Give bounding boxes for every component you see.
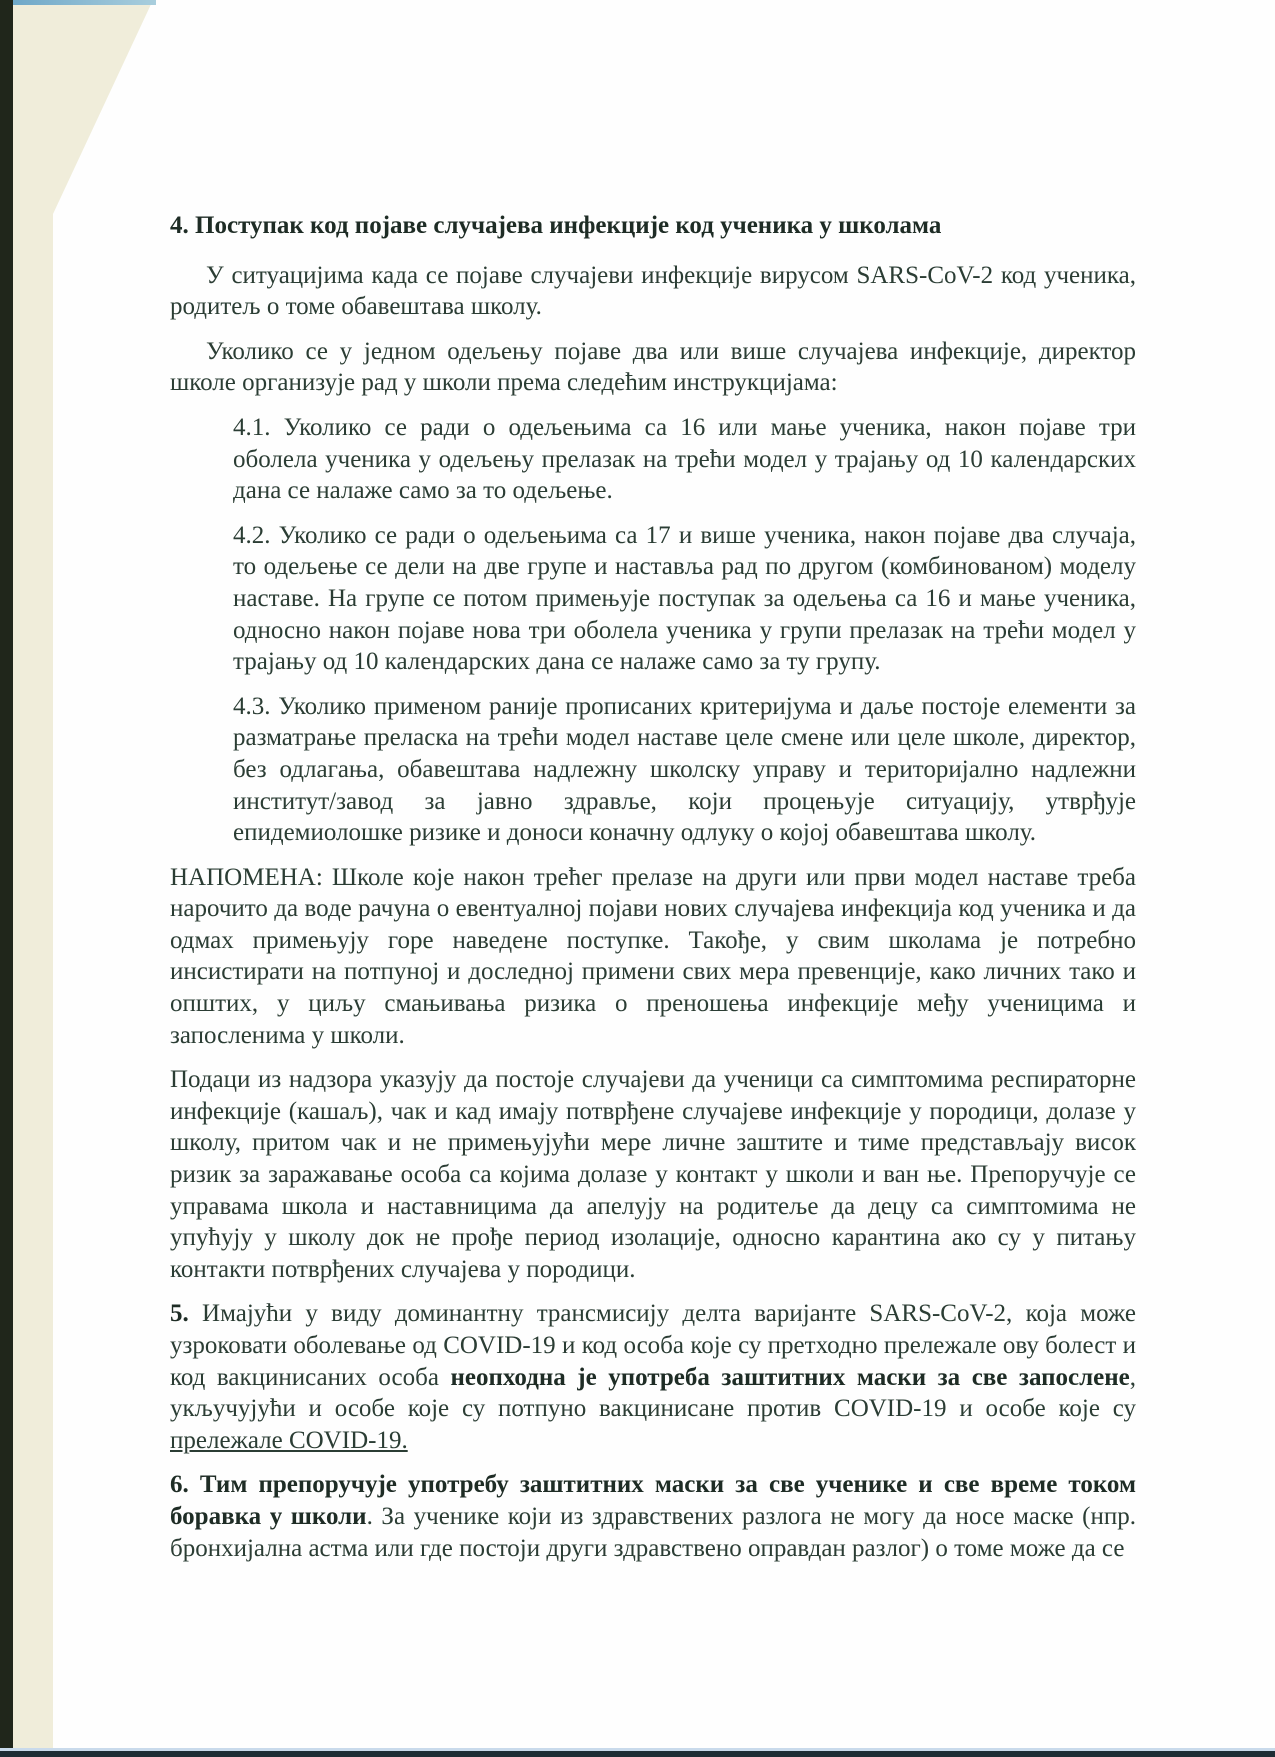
text-segment: Уколико се у једном одељењу појаве два или више случајева инфекције, директор школе организује рад у школи према следећим инструкцијама: (170, 337, 1136, 397)
scan-top-accent-line (13, 0, 156, 5)
paragraph-surveillance (170, 1064, 1136, 1285)
item-4-2 (233, 520, 1136, 678)
item-4-3 (233, 691, 1136, 849)
section-heading: 4. Поступак код појаве случајева инфекције код ученика у школама (170, 212, 942, 239)
scan-backing (13, 0, 53, 1757)
text-segment: Имајући у виду доминантну трансмисију делта варијанте SARS-CoV-2, која може узроковати оболевање од COVID-19 и код особа које су претходно прележале ову болест и код вакцинисаних особа (170, 1300, 1136, 1391)
text-segment: 4.3. Уколико применом раније прописаних критеријума и даље постоје елементи за разматрање преласка на трећи модел наставе целе смене или целе школе, директор, без одлагања, обавештава надлежну школску управу и територијално надлежни институт/завод за јавно здравље, који процењује ситуацију, утврђује епидемиолошке ризике и доноси коначну одлуку о којој обавештава школу. (233, 692, 1136, 847)
paragraph-intro-1 (170, 260, 1136, 323)
paragraph-intro-2 (170, 336, 1136, 399)
paragraph-list (170, 260, 1136, 1565)
text-segment: Подаци из надзора указују да постоје случајеви да ученици са симптомима респираторне инфекције (кашаљ), чак и кад имају потврђене случајеве инфекције у породици, долазе у школу, притом чак и не примењујући мере личне заштите и тиме представљају висок ризик за заражавање особа са којима долазе у контакт у школи и ван ње. Препоручује се управама школа и наставницима да апелују на родитеље да децу са симптомима не упућују у школу док не прође период изолације, односно карантина ако су у питању контакти потврђених случајева у породици. (170, 1066, 1136, 1283)
text-segment: 5. (170, 1300, 189, 1328)
text-segment: НАПОМЕНА: Школе које након трећег прелазе на други или први модел наставе треба нарочито да воде рачуна о евентуалној појави нових случајева инфекција код ученика и да одмах примењују горе наведене поступке. Такође, у свим школама је потребно инсистирати на потпуној и доследној примени свих мера превенције, како личних тако и општих, у циљу смањивања ризика о преношења инфекције међу ученицима и запосленима у школи. (170, 863, 1136, 1049)
section-6 (170, 1469, 1136, 1564)
text-segment: . За ученике који из здравствених разлога не могу да носе маске (нпр. бронхијална астма или где постоји други здравствено оправдан разлог) о томе може да се (170, 1502, 1136, 1562)
text-segment: 4.2. Уколико се ради о одељењима са 17 и више ученика, након појаве два случаја, то одељење се дели на две групе и наставља рад по другом (комбинованом) моделу наставе. На групе се потом примењује поступак за одељења са 16 и мање ученика, односно након појаве нова три оболела ученика у групи прелазак на трећи модел у трајању од 10 календарских дана се налаже само за ту групу. (233, 521, 1136, 676)
document-body (170, 210, 1136, 1577)
text-segment: 6. Тим препоручује употребу заштитних маски за све ученике и све време током боравка у школи (170, 1471, 1136, 1530)
scan-edge-strip (0, 0, 13, 1757)
text-segment: У ситуацијима када се појаве случајеви инфекције вирусом SARS-CoV-2 код ученика, родитељ о томе обавештава школу. (170, 261, 1136, 321)
scan-bottom-strip (0, 1751, 1275, 1757)
text-segment: неопходна је употреба заштитних маски за све запослене (450, 1363, 1130, 1391)
text-segment: , укључујући и особе које су потпуно вакцинисане против COVID-19 и особе које су (170, 1363, 1136, 1423)
text-segment: 4.1. Уколико се ради о одељењима са 16 или мање ученика, након појаве три оболела ученика у одељењу прелазак на трећи модел у трајању од 10 календарских дана се налаже само за то одељење. (233, 413, 1136, 505)
section-5 (170, 1298, 1136, 1456)
item-4-1 (233, 412, 1136, 507)
text-segment: прележале COVID-19. (170, 1426, 408, 1454)
paragraph-napomena (170, 862, 1136, 1052)
